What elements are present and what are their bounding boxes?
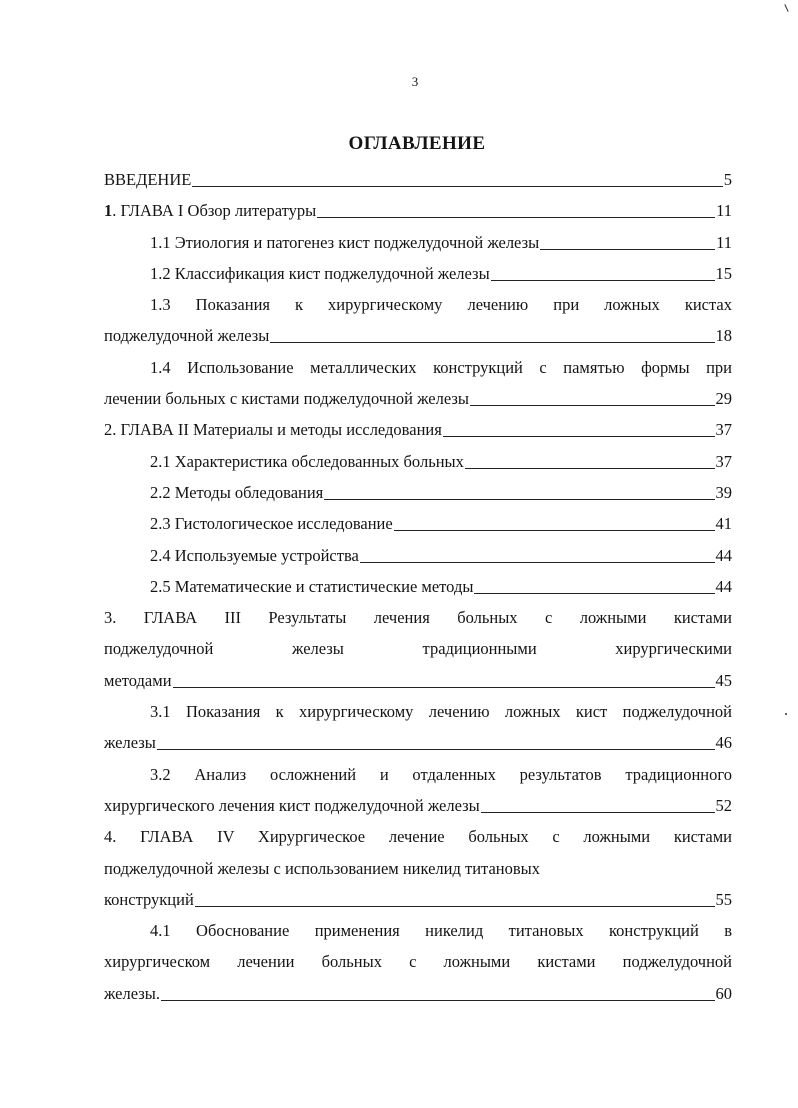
toc-entry-1-1[interactable]	[104, 227, 732, 258]
toc-label: железы.	[104, 983, 160, 1003]
toc-line: 3. ГЛАВА III Результаты лечения больных с ложными кистами	[104, 608, 732, 628]
toc-page: 39	[715, 482, 732, 502]
toc-label: 2. ГЛАВА II Материалы и методы исследования	[104, 420, 442, 440]
toc-leader	[474, 593, 714, 594]
toc-page: 5	[723, 170, 732, 189]
toc-leader	[195, 906, 715, 907]
toc-line: 4.1 Обоснование применения никелид титановых конструкций в	[150, 921, 732, 941]
toc-leader	[470, 405, 715, 406]
toc-entry-chapter-1[interactable]	[104, 195, 732, 226]
toc-leader	[192, 186, 722, 187]
toc-entry-3-2[interactable]	[104, 759, 732, 822]
toc-line: 1.3 Показания к хирургическому лечению при ложных кистах	[150, 295, 732, 315]
toc-leader	[465, 468, 715, 469]
toc-page: 46	[715, 733, 732, 753]
toc-leader	[157, 749, 715, 750]
chapter-number: 1	[104, 201, 113, 221]
scan-artifact-mark	[784, 4, 788, 12]
chapter-title: . ГЛАВА I Обзор литературы	[112, 201, 317, 221]
toc-entry-chapter-2[interactable]	[104, 414, 732, 445]
toc-page: 11	[716, 201, 732, 221]
toc-page: 44	[715, 576, 732, 596]
toc-entry-2-2[interactable]	[104, 477, 732, 508]
toc-leader	[270, 342, 714, 343]
toc-leader	[481, 812, 715, 813]
page-number: 3	[411, 74, 419, 89]
toc-entry-1-4[interactable]	[104, 352, 732, 415]
toc-leader	[360, 562, 715, 563]
toc-entry-2-3[interactable]	[104, 508, 732, 539]
toc-leader	[491, 280, 715, 281]
toc-line: 4. ГЛАВА IV Хирургическое лечение больных с ложными кистами	[104, 827, 732, 847]
toc-line: 3.1 Показания к хирургическому лечению ложных кист поджелудочной	[150, 702, 732, 722]
toc-page: 37	[715, 451, 732, 471]
toc-entry-chapter-3[interactable]	[104, 602, 732, 696]
toc-page: 55	[715, 889, 732, 909]
toc-leader	[324, 499, 714, 500]
toc-page: 11	[716, 232, 732, 252]
page-title: ОГЛАВЛЕНИЕ	[348, 133, 486, 154]
toc-entry-2-5[interactable]	[104, 571, 732, 602]
toc-entry-intro[interactable]	[104, 164, 732, 195]
toc-label: 2.1 Характеристика обследованных больных	[150, 451, 464, 471]
toc-entry-2-4[interactable]	[104, 540, 732, 571]
toc-line: 1.4 Использование металлических конструкций с памятью формы при	[150, 357, 732, 377]
table-of-contents	[104, 164, 732, 1009]
toc-page: 60	[715, 983, 732, 1003]
toc-label: лечении больных с кистами поджелудочной железы	[104, 389, 469, 409]
toc-label: 2.5 Математические и статистические методы	[150, 576, 474, 596]
toc-label: конструкций	[104, 889, 194, 909]
toc-label: ВВЕДЕНИЕ	[104, 170, 192, 189]
toc-leader	[394, 530, 715, 531]
toc-label: хирургического лечения кист поджелудочной железы	[104, 795, 480, 815]
toc-leader	[443, 436, 715, 437]
toc-leader	[173, 687, 715, 688]
toc-entry-3-1[interactable]	[104, 696, 732, 759]
toc-label: 2.2 Методы обледования	[150, 482, 324, 502]
toc-page: 52	[715, 795, 732, 815]
toc-label: железы	[104, 733, 156, 753]
toc-label: поджелудочной железы	[104, 326, 270, 346]
toc-line: 3.2 Анализ осложнений и отдаленных результатов традиционного	[150, 764, 732, 784]
toc-entry-1-3[interactable]	[104, 289, 732, 352]
scan-artifact-dot	[785, 713, 787, 715]
toc-label: 1.1 Этиология и патогенез кист поджелудочной железы	[150, 232, 540, 252]
toc-page: 44	[715, 545, 732, 565]
toc-page: 45	[715, 670, 732, 690]
toc-page: 41	[715, 514, 732, 534]
toc-leader	[317, 217, 715, 218]
toc-label: методами	[104, 670, 172, 690]
toc-label: 1.2 Классификация кист поджелудочной железы	[150, 263, 490, 283]
toc-page: 15	[715, 263, 732, 283]
toc-page: 37	[715, 420, 732, 440]
toc-leader	[161, 1000, 715, 1001]
toc-line: хирургическом лечении больных с ложными кистами поджелудочной	[104, 952, 732, 972]
toc-leader	[540, 249, 715, 250]
toc-entry-chapter-4[interactable]	[104, 821, 732, 915]
toc-label: 2.4 Используемые устройства	[150, 545, 359, 565]
toc-line: поджелудочной железы традиционными хирургическими	[104, 639, 732, 659]
toc-line: поджелудочной железы с использованием никелид титановых	[104, 858, 540, 878]
toc-entry-2-1[interactable]	[104, 446, 732, 477]
toc-entry-1-2[interactable]	[104, 258, 732, 289]
toc-page: 18	[715, 326, 732, 346]
toc-entry-4-1[interactable]	[104, 915, 732, 1009]
toc-page: 29	[715, 389, 732, 409]
toc-label: 2.3 Гистологическое исследование	[150, 514, 393, 534]
toc-label	[104, 195, 316, 226]
